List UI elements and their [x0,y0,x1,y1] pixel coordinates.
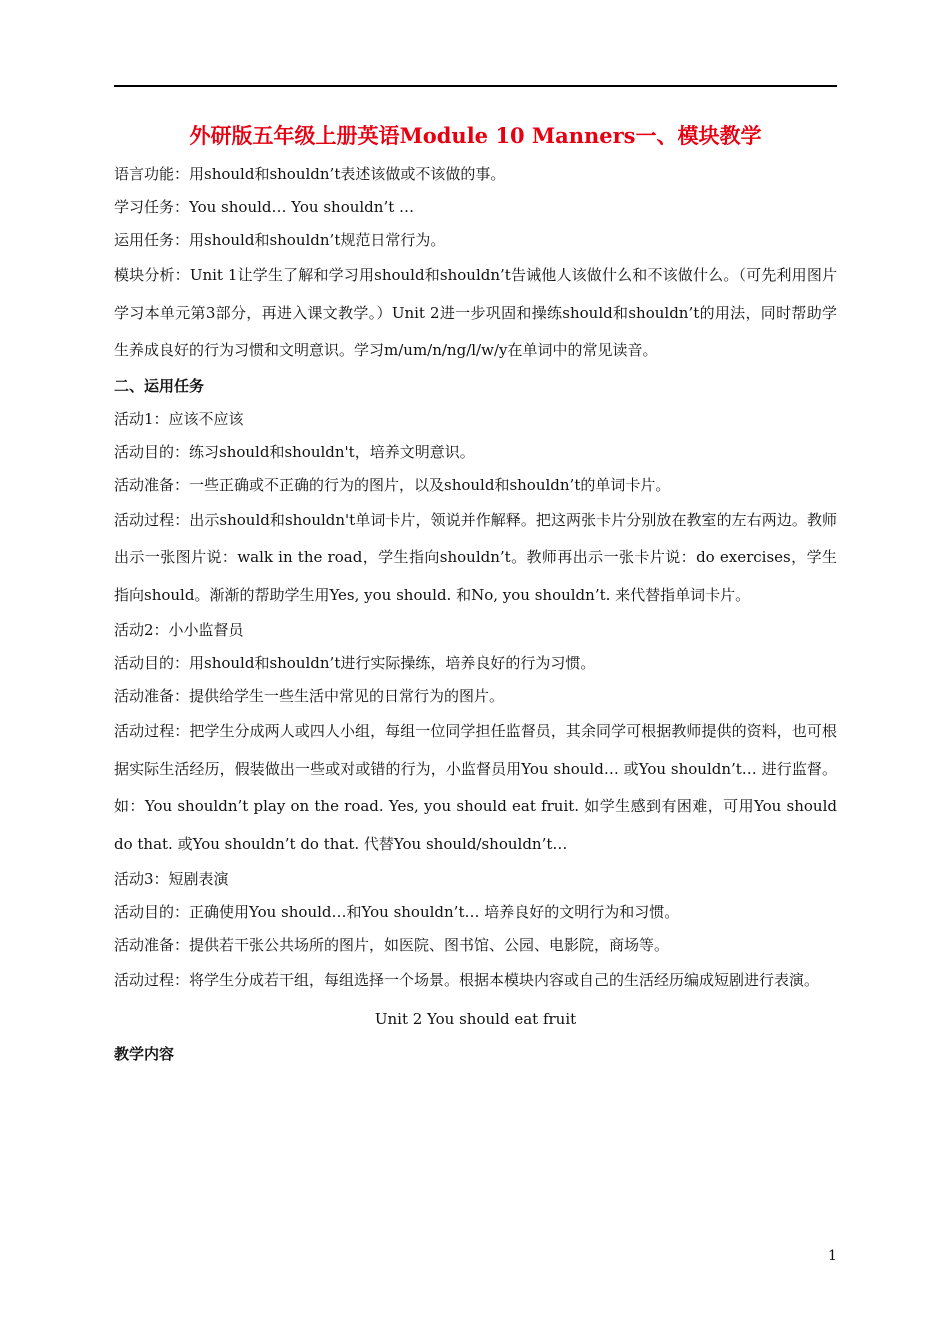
activity2-process: 活动过程：把学生分成两人或四人小组，每组一位同学担任监督员，其余同学可根据教师提供的资料，也可根据实际生活经历，假装做出一些或对或错的行为，小监督员用You should… 或You shouldn’t… 进行监督。如：You shouldn’t play on the road. Yes, you should eat fruit. 如学生感到有困难，可用You should do that. 或You shouldn’t do that. 代替You should/shouldn’t… [114,722,837,853]
teaching-content-heading: 教学内容 [114,1044,175,1063]
activity1-process: 活动过程：出示should和shouldn't单词卡片，领说并作解释。把这两张卡片分别放在教室的左右两边。教师出示一张图片说：walk in the road，学生指向shouldn’t。教师再出示一张卡片说：do exercises，学生指向should。渐渐的帮助学生用Yes, you should. 和No, you shouldn’t. 来代替指单词卡片。 [114,510,837,604]
learning-task-paragraph: 学习任务：You should… You shouldn’t … [114,198,415,216]
activity1-purpose: 活动目的：练习should和shouldn't，培养文明意识。 [114,442,475,461]
document-body [114,116,837,1071]
document-title: 外研版五年级上册英语Module 10 Manners一、模块教学 [189,123,762,148]
activity2-name: 活动2：小小监督员 [114,621,244,639]
activity3-purpose: 活动目的：正确使用You should…和You shouldn’t… 培养良好的文明行为和习惯。 [114,903,680,921]
activity2-purpose: 活动目的：用should和shouldn’t进行实际操练，培养良好的行为习惯。 [114,654,596,672]
application-task-paragraph: 运用任务：用should和shouldn’t规范日常行为。 [114,231,446,249]
header-rule [114,85,837,87]
language-function-paragraph: 语言功能：用should和shouldn’t表述该做或不该做的事。 [114,165,506,183]
activity3-process: 活动过程：将学生分成若干组，每组选择一个场景。根据本模块内容或自己的生活经历编成短剧进行表演。 [114,971,820,989]
activity1-prep: 活动准备：一些正确或不正确的行为的图片，以及should和shouldn’t的单词卡片。 [114,475,671,494]
section2-heading: 二、运用任务 [114,376,205,395]
page-number: 1 [828,1248,837,1264]
activity1-name: 活动1：应该不应该 [114,409,244,428]
activity2-prep: 活动准备：提供给学生一些生活中常见的日常行为的图片。 [114,687,505,705]
activity3-prep: 活动准备：提供若干张公共场所的图片，如医院、图书馆、公园、电影院，商场等。 [114,936,670,954]
module-analysis-paragraph: 模块分析：Unit 1让学生了解和学习用should和shouldn’t告诫他人该做什么和不该做什么。（可先利用图片学习本单元第3部分，再进入课文教学。）Unit 2进一步巩固和操练should和shouldn’t的用法，同时帮助学生养成良好的行为习惯和文明意识。学习m/um/n/ng/l/w/y在单词中的常见读音。 [114,266,837,359]
activity3-name: 活动3：短剧表演 [114,870,229,888]
unit2-title: Unit 2 You should eat fruit [374,1009,577,1028]
